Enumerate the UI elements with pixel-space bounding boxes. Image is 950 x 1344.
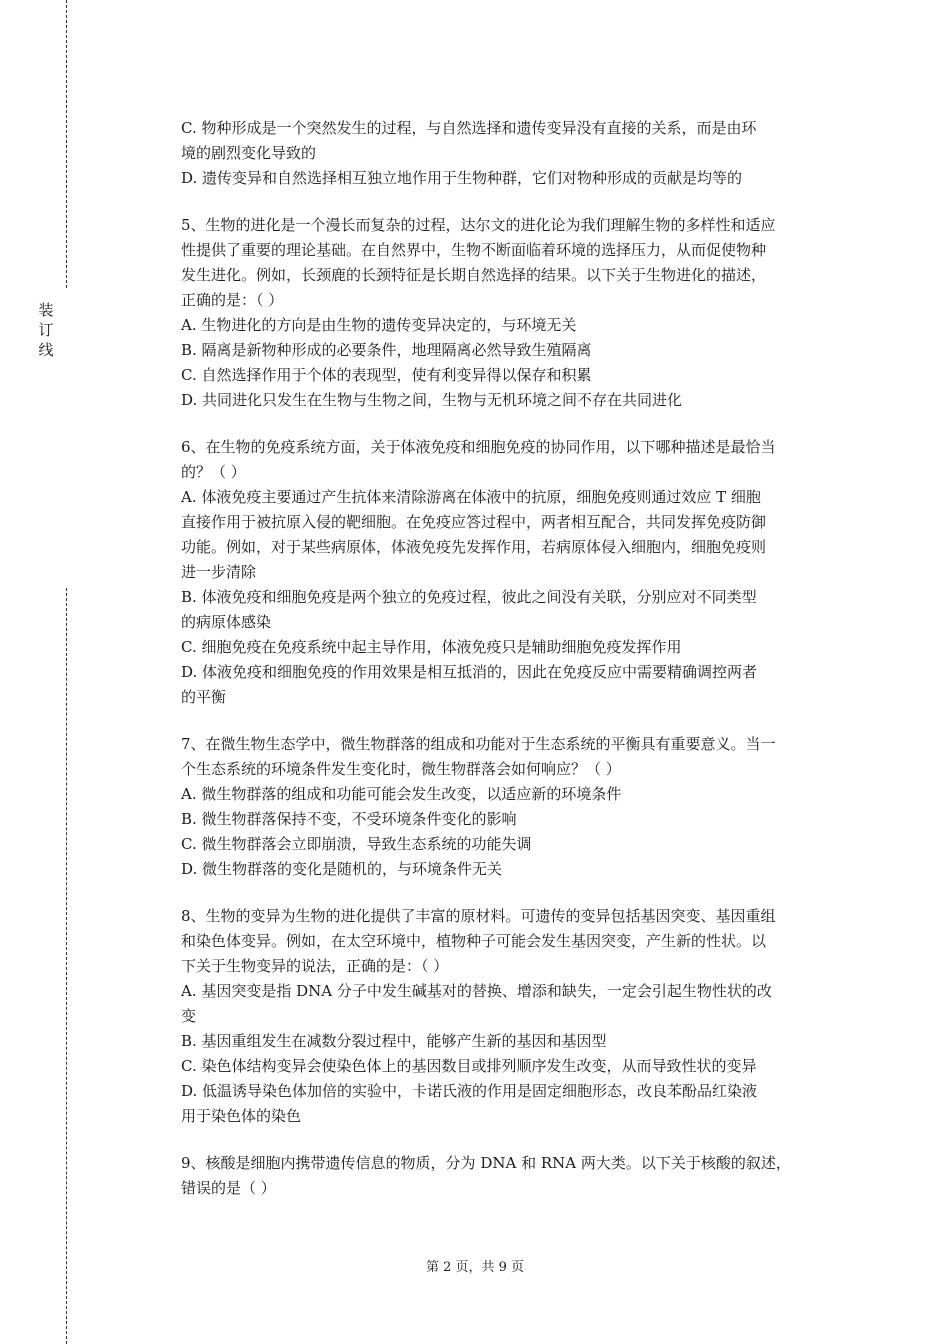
q6-option-b	[181, 585, 841, 635]
text-line: 正确的是：（ ）	[181, 291, 284, 309]
text-line: B. 基因重组发生在减数分裂过程中，能够产生新的基因和基因型	[181, 1032, 607, 1050]
text-line: 性提供了重要的理论基础。在自然界中，生物不断面临着环境的选择压力，从而促使物种	[181, 241, 767, 259]
binding-line-bottom	[66, 588, 67, 1344]
q9-stem	[181, 1151, 841, 1201]
text-line: D. 遗传变异和自然选择相互独立地作用于生物种群，它们对物种形成的贡献是均等的	[181, 169, 743, 187]
q7-option-d: D. 微生物群落的变化是随机的，与环境条件无关	[181, 860, 503, 878]
question-5	[181, 213, 841, 413]
q8-option-c	[181, 1054, 841, 1079]
q4-option-d	[181, 166, 841, 191]
text-line: 的病原体感染	[181, 613, 272, 631]
text-line: 个生态系统的环境条件发生变化时，微生物群落会如何响应？（ ）	[181, 760, 621, 778]
text-line: 6、在生物的免疫系统方面，关于体液免疫和细胞免疫的协同作用，以下哪种描述是最恰当	[181, 438, 776, 456]
text-line: D. 低温诱导染色体加倍的实验中，卡诺氏液的作用是固定细胞形态，改良苯酚品红染液	[181, 1082, 758, 1100]
q8-option-b	[181, 1029, 841, 1054]
q5-stem	[181, 213, 841, 313]
text-line: 变	[181, 1007, 197, 1025]
text-line: 的平衡	[181, 688, 227, 706]
question-9	[181, 1151, 841, 1201]
q5-option-d: D. 共同进化只发生在生物与生物之间，生物与无机环境之间不存在共同进化	[181, 391, 683, 409]
q6-option-a	[181, 485, 841, 585]
q5-option-a: A. 生物进化的方向是由生物的遗传变异决定的，与环境无关	[181, 316, 577, 334]
text-line: 8、生物的变异为生物的进化提供了丰富的原材料。可遗传的变异包括基因突变、基因重组	[181, 907, 776, 925]
text-line: 进一步清除	[181, 563, 257, 581]
q8-stem	[181, 904, 841, 979]
q7-option-c: C. 微生物群落会立即崩溃，导致生态系统的功能失调	[181, 835, 532, 853]
question-6	[181, 435, 841, 710]
q8-option-d	[181, 1079, 841, 1129]
q7-option-b: B. 微生物群落保持不变，不受环境条件变化的影响	[181, 810, 517, 828]
question-8	[181, 904, 841, 1129]
q5-option-c: C. 自然选择作用于个体的表现型，使有利变异得以保存和积累	[181, 366, 592, 384]
exam-content	[181, 116, 841, 1201]
q5-option-b: B. 隔离是新物种形成的必要条件，地理隔离必然导致生殖隔离	[181, 341, 592, 359]
q6-stem	[181, 435, 841, 485]
q7-stem	[181, 732, 841, 782]
text-line: 的？（ ）	[181, 463, 246, 481]
text-line: 下关于生物变异的说法，正确的是：（ ）	[181, 957, 449, 975]
text-line: 7、在微生物生态学中，微生物群落的组成和功能对于生态系统的平衡具有重要意义。当一	[181, 735, 776, 753]
text-line: C. 细胞免疫在免疫系统中起主导作用，体液免疫只是辅助细胞免疫发挥作用	[181, 638, 682, 656]
text-line: 直接作用于被抗原入侵的靶细胞。在免疫应答过程中，两者相互配合，共同发挥免疫防御	[181, 513, 767, 531]
text-line: 功能。例如，对于某些病原体，体液免疫先发挥作用，若病原体侵入细胞内，细胞免疫则	[181, 538, 767, 556]
text-line: 和染色体变异。例如，在太空环境中，植物种子可能会发生基因突变，产生新的性状。以	[181, 932, 767, 950]
binding-label: 装订线	[38, 301, 54, 359]
text-line: D. 体液免疫和细胞免疫的作用效果是相互抵消的，因此在免疫反应中需要精确调控两者	[181, 663, 758, 681]
q6-option-d	[181, 660, 841, 710]
text-line: 错误的是（ ）	[181, 1179, 276, 1197]
question-7	[181, 732, 841, 882]
text-line: A. 基因突变是指 DNA 分子中发生碱基对的替换、增添和缺失，一定会引起生物性状的改	[181, 982, 772, 1000]
text-line: C. 物种形成是一个突然发生的过程，与自然选择和遗传变异没有直接的关系，而是由环	[181, 119, 757, 137]
q4-option-c	[181, 116, 841, 166]
q8-option-a	[181, 979, 841, 1029]
binding-line-top	[66, 0, 67, 288]
text-line: 5、生物的进化是一个漫长而复杂的过程，达尔文的进化论为我们理解生物的多样性和适应	[181, 216, 776, 234]
page-footer: 第 2 页，共 9 页	[425, 1260, 525, 1275]
text-line: 境的剧烈变化导致的	[181, 144, 317, 162]
text-line: 9、核酸是细胞内携带遗传信息的物质，分为 DNA 和 RNA 两大类。以下关于核酸的叙述，	[181, 1154, 791, 1172]
text-line: A. 体液免疫主要通过产生抗体来清除游离在体液中的抗原，细胞免疫则通过效应 T 细胞	[181, 488, 761, 506]
text-line: C. 染色体结构变异会使染色体上的基因数目或排列顺序发生改变，从而导致性状的变异	[181, 1057, 757, 1075]
text-line: B. 体液免疫和细胞免疫是两个独立的免疫过程，彼此之间没有关联，分别应对不同类型	[181, 588, 757, 606]
text-line: 发生进化。例如，长颈鹿的长颈特征是长期自然选择的结果。以下关于生物进化的描述，	[181, 266, 767, 284]
q7-option-a: A. 微生物群落的组成和功能可能会发生改变，以适应新的环境条件	[181, 785, 622, 803]
text-line: 用于染色体的染色	[181, 1107, 302, 1125]
q6-option-c	[181, 635, 841, 660]
